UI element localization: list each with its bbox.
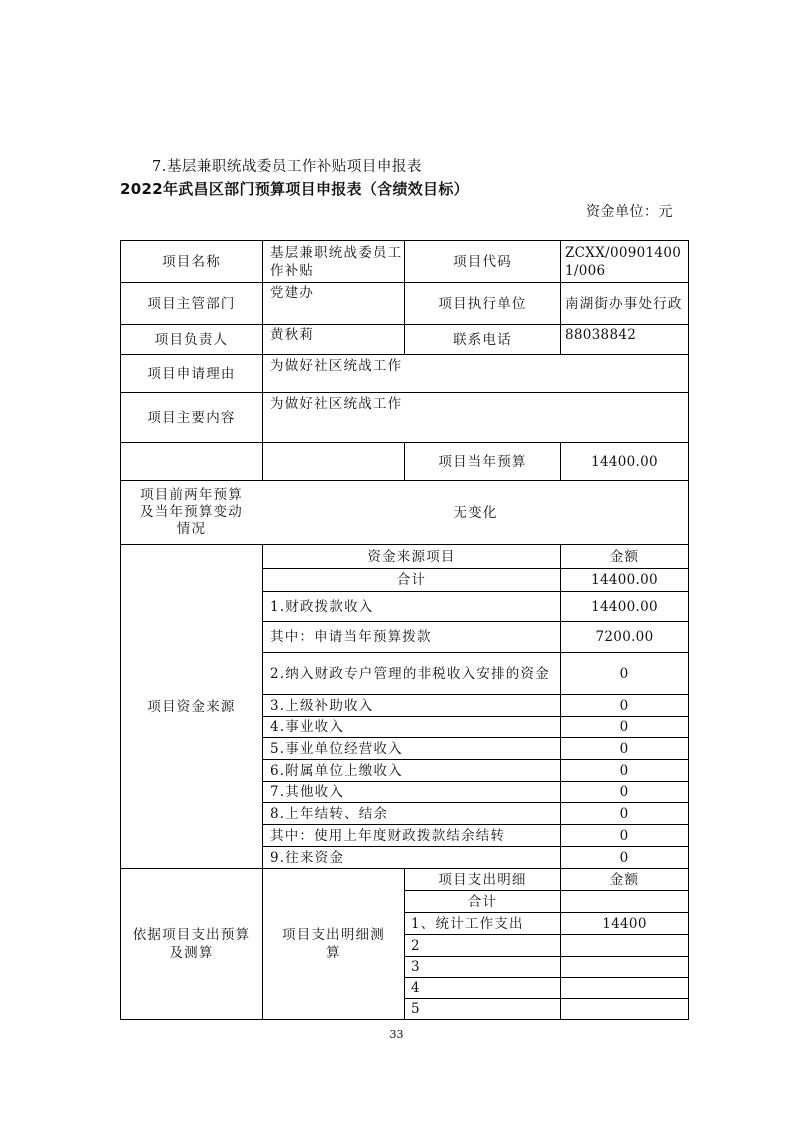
funding-row-amount: 0 <box>619 665 630 682</box>
funding-row-amount: 0 <box>619 762 630 779</box>
department-label: 项目主管部门 <box>147 295 236 312</box>
page-number: 33 <box>389 1028 404 1041</box>
expense-row-amount <box>561 957 688 977</box>
budget-change-label: 项目前两年预算及当年预算变动情况 <box>140 487 243 537</box>
funding-row-item: 5.事业单位经营收入 <box>270 740 403 757</box>
funding-row-item: 3.上级补助收入 <box>270 697 374 714</box>
funding-row-item: 2.纳入财政专户管理的非税收入安排的资金 <box>270 665 550 682</box>
content-label: 项目主要内容 <box>147 409 236 426</box>
expense-row-amount <box>561 999 688 1019</box>
funding-row-amount: 0 <box>619 805 630 822</box>
page-title: 2022年武昌区部门预算项目申报表（含绩效目标） <box>120 180 469 198</box>
funding-row-amount: 0 <box>619 827 630 844</box>
expense-row-item: 2 <box>411 937 421 954</box>
annual-budget-label: 项目当年预算 <box>438 453 527 470</box>
reason-label: 项目申请理由 <box>147 365 236 382</box>
funding-source-label: 项目资金来源 <box>147 698 236 715</box>
expense-row-amount <box>561 978 688 998</box>
expense-row-amount <box>561 935 688 956</box>
funding-row-item: 1.财政拨款收入 <box>270 598 374 615</box>
funding-row-item: 其中：申请当年预算拨款 <box>270 629 432 645</box>
expense-header-amount: 金额 <box>609 871 640 888</box>
executing-unit-value: 南湖街办事处行政 <box>565 295 683 312</box>
funding-row-item: 9.往来资金 <box>270 849 345 866</box>
funding-row-amount: 0 <box>619 740 630 757</box>
expense-row-item: 4 <box>411 980 421 996</box>
funding-row-amount: 14400.00 <box>591 572 658 588</box>
phone-label: 联系电话 <box>453 331 512 348</box>
funding-row-amount: 0 <box>619 784 630 800</box>
funding-row-item: 7.其他收入 <box>270 784 345 800</box>
project-name-label: 项目名称 <box>162 253 221 270</box>
expense-row-amount: 14400 <box>602 915 647 932</box>
owner-label: 项目负责人 <box>154 331 229 348</box>
funding-row-amount: 0 <box>619 697 630 714</box>
funding-row-item: 合计 <box>396 572 427 588</box>
expense-row-item: 5 <box>411 1001 421 1017</box>
expense-row-item: 1、统计工作支出 <box>411 915 524 932</box>
funding-row-item: 其中：使用上年度财政拨款结余结转 <box>270 827 506 844</box>
funding-row-amount: 0 <box>619 719 630 735</box>
budget-change-value: 无变化 <box>453 504 498 521</box>
funding-row-item: 8.上年结转、结余 <box>270 805 389 822</box>
funding-header-amount: 金额 <box>609 548 640 565</box>
reason-value: 为做好社区统战工作 <box>270 358 403 374</box>
project-name-value: 基层兼职统战委员工作补贴 <box>270 244 403 279</box>
funding-row-amount: 14400.00 <box>591 598 658 615</box>
expense-detail-label: 项目支出明细测算 <box>282 927 385 961</box>
funding-row-item: 4.事业收入 <box>270 719 345 735</box>
owner-value: 黄秋莉 <box>270 327 315 343</box>
currency-unit: 资金单位：元 <box>586 204 673 220</box>
expense-row-item: 3 <box>411 959 421 975</box>
funding-row-amount: 0 <box>619 849 630 866</box>
expense-row-item: 合计 <box>467 893 498 910</box>
phone-value: 88038842 <box>565 327 637 343</box>
project-code-value: ZCXX/009014001/006 <box>565 244 682 279</box>
department-value: 党建办 <box>270 285 315 301</box>
executing-unit-label: 项目执行单位 <box>438 295 527 312</box>
funding-row-amount: 7200.00 <box>595 629 654 645</box>
funding-header-item: 资金来源项目 <box>367 548 456 565</box>
annual-budget-value: 14400.00 <box>591 453 658 470</box>
project-code-label: 项目代码 <box>453 253 512 270</box>
content-value: 为做好社区统战工作 <box>270 396 403 412</box>
expense-header-item: 项目支出明细 <box>438 871 527 888</box>
funding-row-item: 6.附属单位上缴收入 <box>270 762 403 779</box>
table-subtitle: 7.基层兼职统战委员工作补贴项目申报表 <box>152 159 422 175</box>
expense-row-amount <box>561 891 688 912</box>
expense-basis-label: 依据项目支出预算及测算 <box>132 927 251 961</box>
